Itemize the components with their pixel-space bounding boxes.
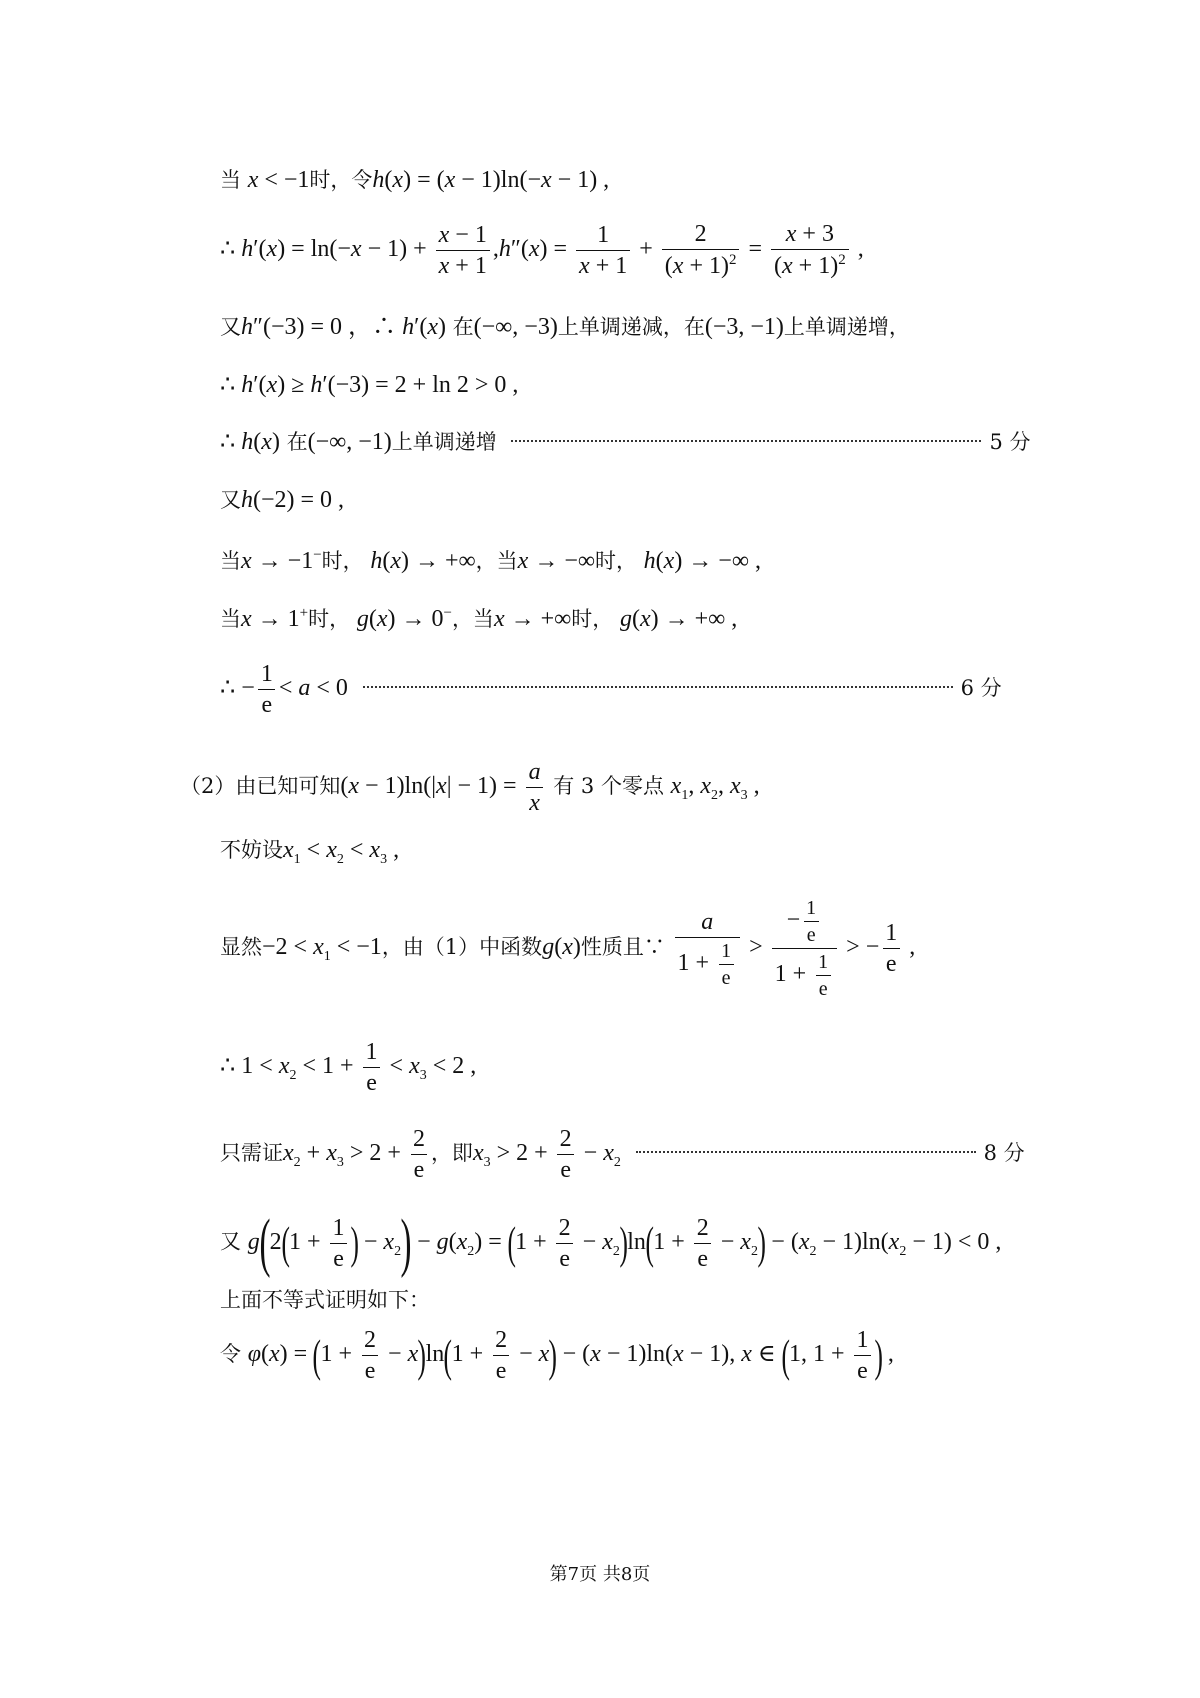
part2-line-7: 上面不等式证明如下：	[220, 1288, 430, 1312]
part2-line-4: ∴ $1 < x_2 < 1$ + $\frac{1}{e}$ < $x_3 < 2$ ,	[220, 1039, 477, 1096]
line-8: 当x → 1+时， g(x) → 0−，当x → +∞时， g(x) → +∞ ,	[220, 605, 738, 632]
leader-dots	[636, 1151, 976, 1153]
line-6: 又h(−2) = 0 ,	[220, 487, 345, 513]
line-9: ∴ − $\frac{1}{e}$ < a < 0 6 分	[220, 661, 1002, 718]
line-7: 当x → −1−时， h(x) → +∞，当x → −∞时， h(x) → −∞ ,	[220, 547, 761, 574]
line-1: 当 x < −1时，令h(x) = (x − 1)ln(−x − 1) ,	[220, 167, 610, 193]
part2-line-5: 只需证$x_2 + x_3 > 2$ + $\frac{2}{e}$ ，即$x_3 > 2$ + $\frac{2}{e}$ − $x_2$ 8 分	[220, 1126, 1025, 1183]
page-footer: 第7页 共8页	[549, 1564, 651, 1585]
part2-line-3: 显然$-2 < x_1 < -1$，由（1）中函数g(x)性质且∵ a 1 + $\frac{1}{e}$ > − $\frac{1}{e}$ 1 + $\frac{1}{e}$ > − $\frac{1}{e}$ ,	[220, 897, 916, 1000]
part2-line-6: 又 g(2(1 + $\frac{1}{e}$ ) − $x_2) - g(x_2) = (1$ + $\frac{2}{e}$ − $x_2)\ln(1$ + $\frac{2}{e}$ − $x_2) - (x_2 - 1)\ln(x_2 - 1) < 0$ ,	[220, 1206, 1002, 1279]
line-3: 又h″(−3) = 0 ，∴ h′(x) 在(−∞, −3)上单调递减，在(−3, −1)上单调递增，	[220, 314, 910, 340]
leader-dots	[511, 440, 981, 442]
leader-dots	[363, 686, 953, 688]
score-5: 5 分	[989, 430, 1031, 454]
score-6: 6 分	[960, 676, 1002, 701]
line-5: ∴ h(x) 在(−∞, −1)上单调递增 5 分	[220, 429, 1031, 455]
line-4: ∴ h′(x) ≥ h′(−3) = 2 + ln 2 > 0 ,	[220, 372, 519, 398]
score-8: 8 分	[983, 1141, 1025, 1166]
part2-line-8: 令 φ(x) = (1 + $\frac{2}{e}$ − x)ln(1 + $\frac{2}{e}$ − x) − (x − 1)ln(x − 1), x ∈ (1, 1 + $\frac{1}{e}$ ) ,	[220, 1327, 894, 1384]
part2-line-1: （2）由已知可知(x − 1)ln(|x| − 1) = $\frac{a}{x}$ 有 3 个零点 $x_1$, $x_2$, $x_3$ ,	[180, 759, 760, 816]
part2-line-2: 不妨设$x_1 < x_2 < x_3$ ,	[220, 837, 400, 867]
line-2: ∴ h′(x) = ln(−x − 1) + $\frac{x - 1}{x + 1}$ ,h″(x) = $\frac{1}{x + 1}$ + $\frac{2}{(x + 1)^2}$ = $\frac{x + 3}{(x + 1)^2}$ ,	[220, 221, 864, 279]
